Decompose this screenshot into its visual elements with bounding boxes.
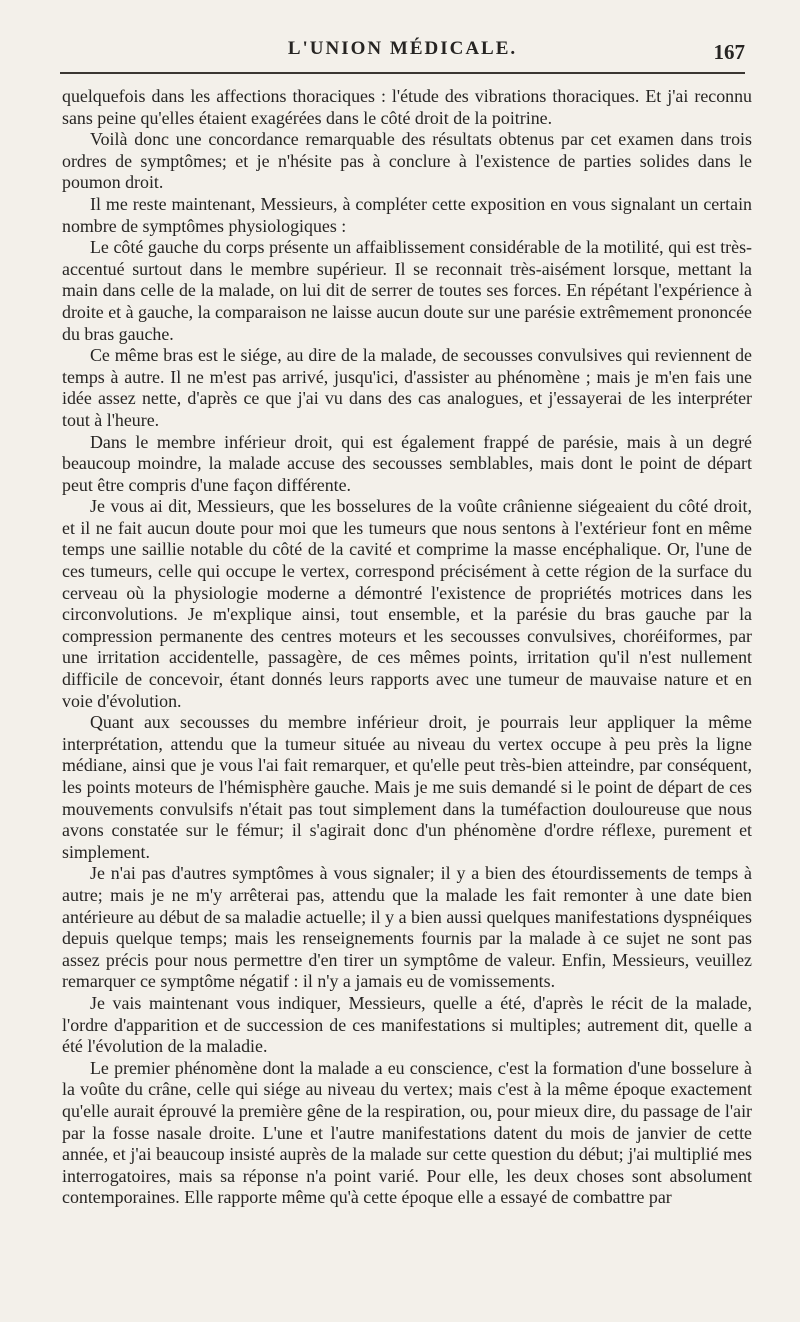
paragraph: Le côté gauche du corps présente un affaiblissement considérable de la motilité, qui est très-accentué surtout dans le membre supérieur. Il se reconnait très-aisément lorsque, mettant la main dans celle de la malade, on lui dit de serrer de toutes ses forces. En répétant l'expérience à droite et à gauche, la comparaison ne laisse aucun doute sur une parésie extrêmement prononcée du bras gauche. bbox=[62, 237, 752, 344]
header-rule bbox=[60, 72, 745, 74]
paragraph: Je vous ai dit, Messieurs, que les bosselures de la voûte crânienne siégeaient du côté droit, et il ne fait aucun doute pour moi que les tumeurs que nous sentons à l'extérieur font en même temps une saillie notable du côté de la cavité et comprime la masse encéphalique. Or, l'une de ces tumeurs, celle qui occupe le vertex, correspond précisément à cette région de la surface du cerveau où la physiologie moderne a démontré l'existence de propriétés motrices dans les circonvolutions. Je m'explique ainsi, tout ensemble, et la parésie du bras gauche par la compression permanente des centres moteurs et les secousses convulsives, choréiformes, par une irritation accidentelle, passagère, de ces mêmes points, irritation qu'il n'est nullement difficile de concevoir, étant donnés leurs rapports avec une tumeur de mauvaise nature et en voie d'évolution. bbox=[62, 496, 752, 711]
paragraph: Je n'ai pas d'autres symptômes à vous signaler; il y a bien des étourdissements de temps à autre; mais je ne m'y arrêterai pas, attendu que la malade les fait remonter à une date bien antérieure au début de sa maladie actuelle; il y a bien aussi quelques manifestations dyspnéiques depuis quelque temps; mais les renseignements fournis par la malade à ce sujet ne sont pas assez précis pour nous permettre d'en tirer un symptôme de valeur. Enfin, Messieurs, veuillez remarquer ce symptôme négatif : il n'y a jamais eu de vomissements. bbox=[62, 863, 752, 992]
paragraph: Il me reste maintenant, Messieurs, à compléter cette exposition en vous signalant un certain nombre de symptômes physiologiques : bbox=[62, 193, 752, 236]
page-number: 167 bbox=[713, 40, 745, 64]
paragraph: Le premier phénomène dont la malade a eu conscience, c'est la formation d'une bosselure à la voûte du crâne, celle qui siége au niveau du vertex; mais c'est à la même époque exactement qu'elle aurait éprouvé la première gêne de la respiration, ou, pour mieux dire, du passage de l'air par la fosse nasale droite. L'une et l'autre manifestations datent du mois de janvier de cette année, et j'ai beaucoup insisté auprès de la malade sur cette question du début; j'ai multiplié mes interrogatoires, mais sa réponse n'a point varié. Pour elle, les deux choses sont absolument contemporaines. Elle rapporte même qu'à cette époque elle a essayé de combattre par bbox=[62, 1057, 752, 1208]
paragraph: quelquefois dans les affections thoraciques : l'étude des vibrations thoraciques. Et j'ai reconnu sans peine qu'elles étaient exagérées dans le côté droit de la poitrine. bbox=[62, 86, 752, 128]
page-header bbox=[60, 28, 745, 68]
paragraph: Ce même bras est le siége, au dire de la malade, de secousses convulsives qui reviennent de temps à autre. Il ne m'est pas arrivé, jusqu'ici, d'assister au phénomène ; mais je m'en fais une idée assez nette, d'après ce que j'ai vu dans des cas analogues, et j'essayerai de les interpréter tout à l'heure. bbox=[62, 345, 752, 430]
paragraph: Dans le membre inférieur droit, qui est également frappé de parésie, mais à un degré beaucoup moindre, la malade accuse des secousses semblables, mais dont le point de départ peut être compris d'une façon différente. bbox=[62, 431, 752, 495]
paragraph: Quant aux secousses du membre inférieur droit, je pourrais leur appliquer la même interprétation, attendu que la tumeur située au niveau du vertex occupe à peu près la ligne médiane, ainsi que je vous l'ai fait remarquer, et qu'elle peut très-bien atteindre, par conséquent, les points moteurs de l'hémisphère gauche. Mais je me suis demandé si le point de départ de ces mouvements convulsifs n'était pas tout simplement dans la tuméfaction douloureuse que nous avons constatée sur le fémur; il s'agirait donc d'un phénomène d'ordre réflexe, purement et simplement. bbox=[62, 712, 752, 862]
paragraph: Je vais maintenant vous indiquer, Messieurs, quelle a été, d'après le récit de la malade, l'ordre d'apparition et de succession de ces manifestations si multiples; autrement dit, quelle a été l'évolution de la maladie. bbox=[62, 992, 752, 1057]
body-text bbox=[62, 86, 752, 1209]
paragraph: Voilà donc une concordance remarquable des résultats obtenus par cet examen dans trois ordres de symptômes; et je n'hésite pas à conclure à l'existence de parties solides dans le poumon droit. bbox=[62, 129, 752, 193]
running-title: L'UNION MÉDICALE. bbox=[287, 38, 518, 59]
